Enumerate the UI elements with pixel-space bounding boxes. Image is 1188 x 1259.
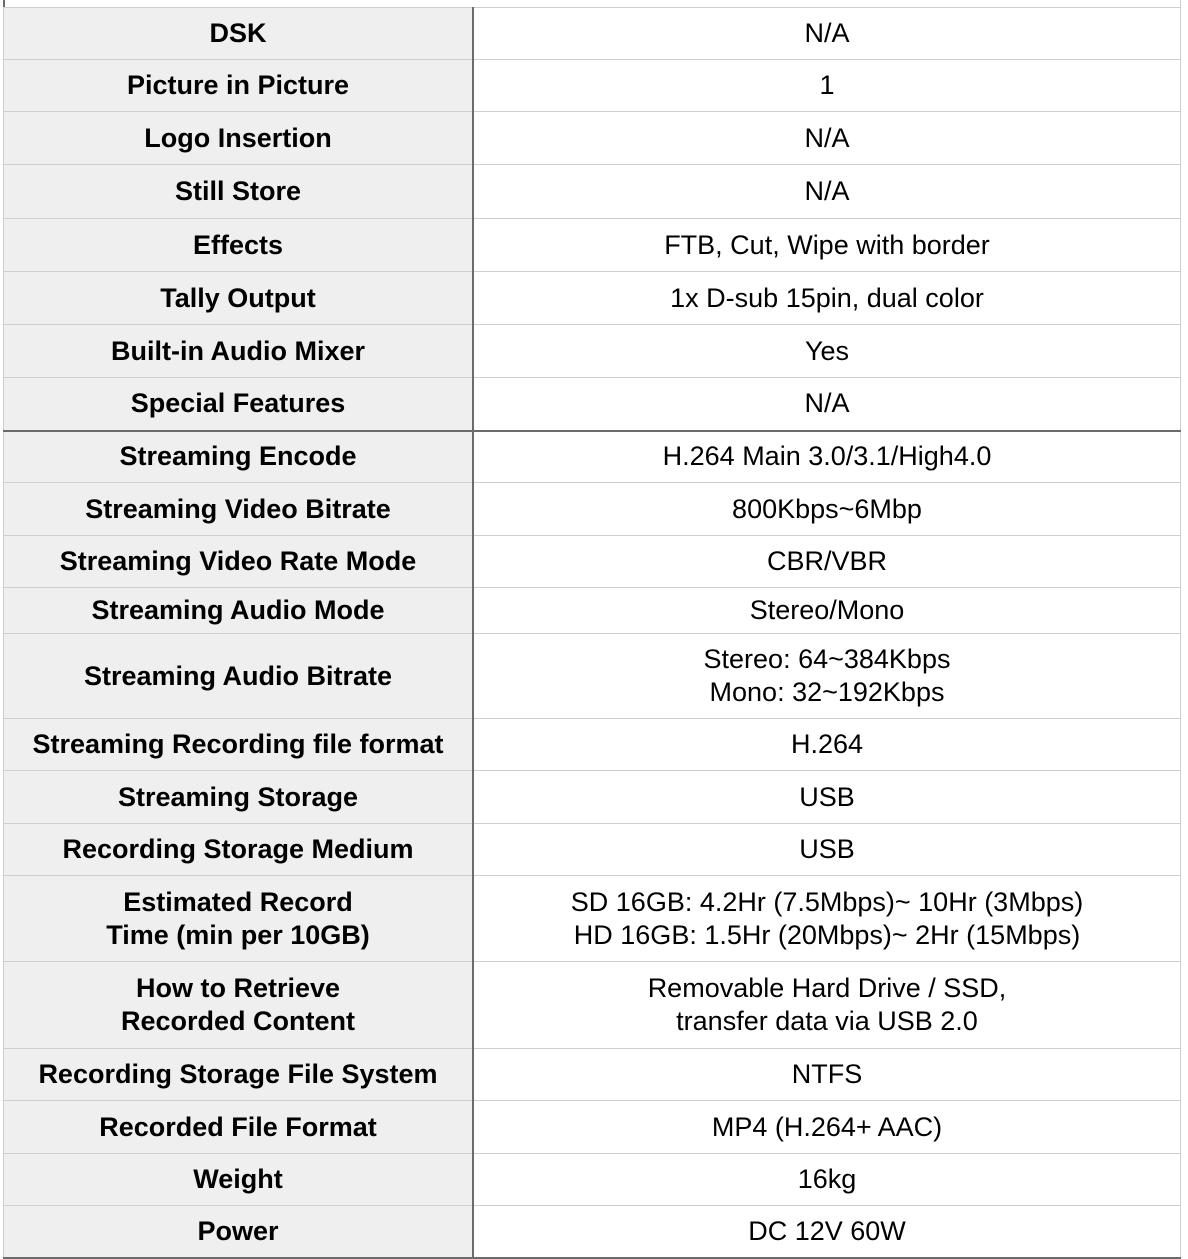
- spec-value: NTFS: [473, 1049, 1181, 1101]
- spec-label: Streaming Audio Mode: [4, 588, 474, 634]
- spec-label: Recording Storage File System: [4, 1049, 474, 1101]
- table-row: [4, 771, 1181, 824]
- spec-value: N/A: [473, 165, 1181, 219]
- spec-label: Special Features: [4, 378, 474, 431]
- spec-label: Power: [4, 1206, 474, 1258]
- spec-label: Streaming Audio Bitrate: [4, 634, 474, 719]
- spec-value: H.264: [473, 719, 1181, 771]
- spec-label: Logo Insertion: [4, 112, 474, 165]
- spec-label: Streaming Video Rate Mode: [4, 536, 474, 588]
- spec-label: Effects: [4, 219, 474, 272]
- spec-value: MP4 (H.264+ AAC): [473, 1101, 1181, 1154]
- spec-label: Picture in Picture: [4, 60, 474, 112]
- spec-value: Removable Hard Drive / SSD, transfer data via USB 2.0: [473, 962, 1181, 1049]
- table-row: [4, 431, 1181, 483]
- spec-label: Recording Storage Medium: [4, 824, 474, 876]
- table-row: [4, 1101, 1181, 1154]
- spec-value: Yes: [473, 325, 1181, 378]
- table-row: [4, 378, 1181, 431]
- spec-value: Stereo: 64~384Kbps Mono: 32~192Kbps: [473, 634, 1181, 719]
- spec-label: Built-in Audio Mixer: [4, 325, 474, 378]
- table-row: [4, 112, 1181, 165]
- table-top-edge: [3, 0, 1181, 7]
- spec-label: DSK: [4, 8, 474, 60]
- table-row: [4, 588, 1181, 634]
- table-row: [4, 272, 1181, 325]
- spec-value: SD 16GB: 4.2Hr (7.5Mbps)~ 10Hr (3Mbps) HD 16GB: 1.5Hr (20Mbps)~ 2Hr (15Mbps): [473, 876, 1181, 962]
- spec-value: N/A: [473, 378, 1181, 431]
- spec-value: DC 12V 60W: [473, 1206, 1181, 1258]
- table-row: [4, 876, 1181, 962]
- spec-value: 1x D-sub 15pin, dual color: [473, 272, 1181, 325]
- table-row: [4, 483, 1181, 536]
- spec-label: How to Retrieve Recorded Content: [4, 962, 474, 1049]
- spec-table-body: [4, 8, 1181, 1258]
- spec-label: Still Store: [4, 165, 474, 219]
- spec-value: FTB, Cut, Wipe with border: [473, 219, 1181, 272]
- spec-label: Streaming Video Bitrate: [4, 483, 474, 536]
- spec-value: USB: [473, 771, 1181, 824]
- spec-value: 16kg: [473, 1154, 1181, 1206]
- spec-label: Weight: [4, 1154, 474, 1206]
- table-row: [4, 325, 1181, 378]
- table-row: [4, 8, 1181, 60]
- table-row: [4, 536, 1181, 588]
- spec-label: Tally Output: [4, 272, 474, 325]
- table-row: [4, 719, 1181, 771]
- spec-label: Streaming Recording file format: [4, 719, 474, 771]
- table-row: [4, 634, 1181, 719]
- spec-label: Recorded File Format: [4, 1101, 474, 1154]
- spec-value: N/A: [473, 112, 1181, 165]
- spec-label: Estimated Record Time (min per 10GB): [4, 876, 474, 962]
- table-row: [4, 165, 1181, 219]
- table-row: [4, 219, 1181, 272]
- table-row: [4, 60, 1181, 112]
- table-row: [4, 962, 1181, 1049]
- spec-label: Streaming Encode: [4, 431, 474, 483]
- spec-value: USB: [473, 824, 1181, 876]
- spec-value: 800Kbps~6Mbp: [473, 483, 1181, 536]
- spec-value: Stereo/Mono: [473, 588, 1181, 634]
- table-row: [4, 1049, 1181, 1101]
- spec-table: [3, 7, 1181, 1259]
- spec-label: Streaming Storage: [4, 771, 474, 824]
- spec-value: N/A: [473, 8, 1181, 60]
- table-row: [4, 1154, 1181, 1206]
- spec-value: H.264 Main 3.0/3.1/High4.0: [473, 431, 1181, 483]
- table-row: [4, 1206, 1181, 1258]
- spec-value: 1: [473, 60, 1181, 112]
- table-row: [4, 824, 1181, 876]
- spec-value: CBR/VBR: [473, 536, 1181, 588]
